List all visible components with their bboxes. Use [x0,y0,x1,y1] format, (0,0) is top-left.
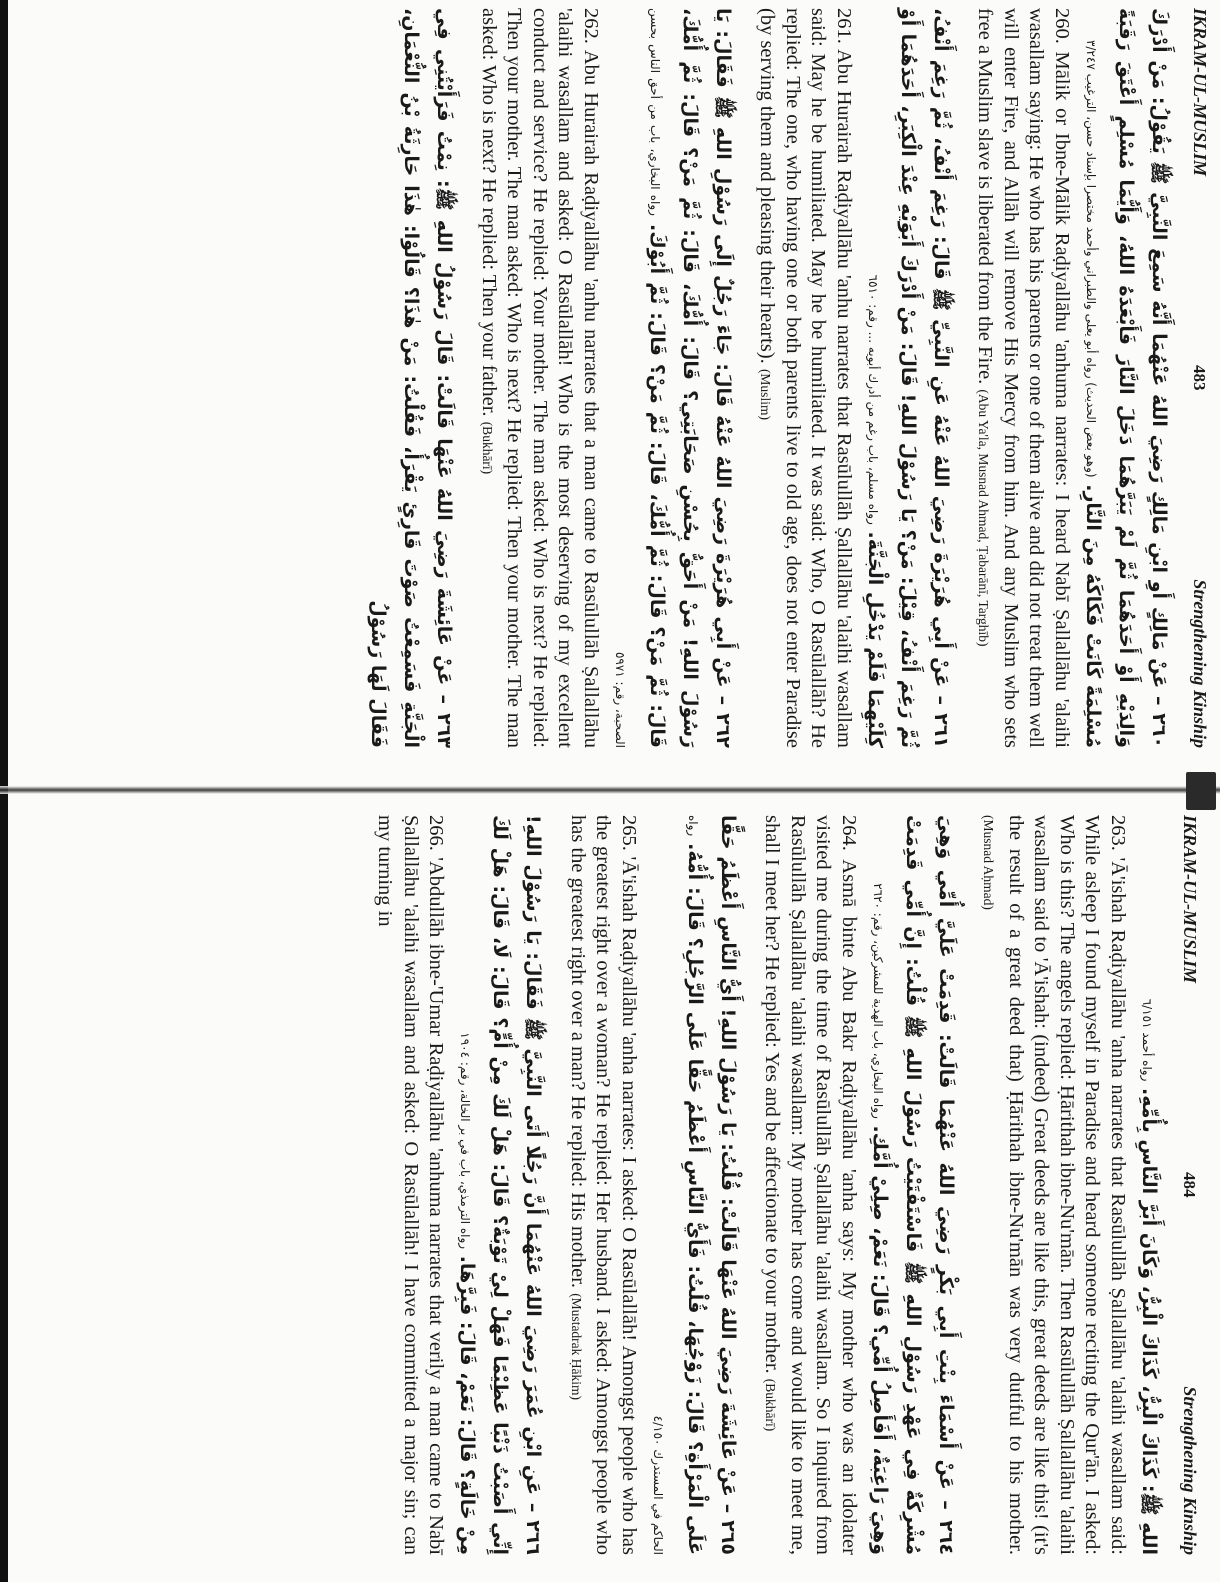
arabic-reference: رواه البخاري، باب الهدية للمشركين، رقم: ٢٦٢٠ [871,883,885,1119]
arabic-text: اللهِ ﷺ: كَذَاكَ الْبِرُّ، كَذَاكَ الْبِرُّ، وَكَانَ أَبَرَّ النَّاسِ بِأُمِّهِ. رواه أحمد ٦/١٥١ [1138,998,1160,1555]
arabic-reference: (وهو بعض الحديث) رواه أبو يعلى والطبراني وأحمد مختصرا بإسناد حسن، الترغيب ٣/٢٤٧ [1084,39,1098,478]
running-header [1189,8,1210,748]
hadith-266 [372,815,550,1555]
english-translation: 260. Mālik or Ibne-Mālik Raḍiyallāhu 'anhuma narrates: I heard Nabī Ṣallallāhu 'alaihi wasallam saying: He who has his parents or one of them alive and did not treat them well will enter Fire, and Allāh will remove His Mercy from him. And any Muslim who sets free a Muslim slave is liberated from the Fire. (Abu Ya'la, Musnad Ahmad, Ṭabarānī, Targhīb) [974,8,1073,748]
hadith-261 [753,8,957,748]
chapter-title: Strengthening Kinship [1180,1386,1200,1555]
page-483 [130,8,1210,748]
arabic-text: ٢٦١ – عَنْ أَبِي هُرَيْرَةَ رَضِيَ اللهُ عَنْهُ عَنِ النَّبِيِّ ﷺ قَالَ: رَغِمَ أَنْفُ، ثُمَّ رَغِمَ أَنْفُ، ثُمَّ رَغِمَ أَنْفُ، قِيْلَ: مَنْ؟ يَا رَسُوْلَ اللهِ! قَالَ: مَنْ أَدْرَكَ أَبَوَيْهِ عِنْدَ الْكِبَرِ، أَحَدَهُمَا أَوْ كِلَيْهِمَا فَلَمْ يَدْخُلِ الْجَنَّةَ. رواه مسلم، باب رغم من أدرك أبويه ... رقم: ٦٥١٠ [864,8,952,748]
book-title: IKRAM-UL-MUSLIM [1180,815,1200,984]
page-number: 484 [1180,1171,1199,1198]
arabic-text: ٢٦٥ – عَنْ عَائِشَةَ رَضِيَ اللهُ عَنْهَا قَالَتْ: قُلْتُ: يَا رَسُوْلَ اللهِ! أَيُّ النَّاسِ أَعْظَمُ حَقًّا عَلَى الْمَرْأَةِ؟ قَالَ: زَوْجُهَا، قُلْتُ: فَأَيُّ النَّاسِ أَعْظَمُ حَقًّا عَلَى الرَّجُلِ؟ قَالَ: أُمُّهُ. رواه الحاكم في المستدرك ٤/١٥٠ [651,815,739,1555]
hadith-263-start [362,8,461,748]
arabic-reference: رواه مسلم، باب رغم من أدرك أبويه ... رقم: ٦٥١٠ [866,274,880,525]
chapter-title: Strengthening Kinship [1190,579,1210,748]
running-header [1179,815,1200,1555]
hadith-260 [971,8,1175,748]
english-translation: 263. 'Ā'ishah Raḍiyallāhu 'anha narrates that Rasūlullāh Ṣallallāhu 'alaihi wasallam said: While asleep I found myself in Paradise and heard someone reciting the Qur'ān. I asked: Who is this? The angels replied: Ḥārithah ibne-Nu'mān. Then Rasūlullāh Ṣallallāhu 'alaihi wasallam said to 'Ā'ishah: (indeed) Great deeds are like this, great deeds are like this! (it's the result of a great deed that) Ḥārithah ibne-Nu'mān was very dutiful to his mother. (Musnad Aḥmad) [981,815,1129,1555]
gutter-shadow-mark [1186,772,1216,810]
arabic-text: ٢٦٢ – عَنْ أَبِي هُرَيْرَةَ رَضِيَ اللهُ عَنْهُ قَالَ: جَاءَ رَجُلٌ إِلَى رَسُوْلِ اللهِ ﷺ فَقَالَ: يَا رَسُوْلَ اللهِ! مَنْ أَحَقُّ بِحُسْنِ صَحَابَتِي؟ قَالَ: أُمُّكَ، قَالَ: ثُمَّ مَنْ؟ قَالَ: ثُمَّ أُمُّكَ، قَالَ: ثُمَّ مَنْ؟ قَالَ: ثُمَّ أُمُّكَ، قَالَ: ثُمَّ مَنْ؟ قَالَ: ثُمَّ أَبُوْكَ. رواه البخاري، باب من أحق الناس بحسن الصحبة، رقم: ٥٩٧١ [613,8,734,748]
english-translation: 264. Asmā binte Abu Bakr Raḍiyallāhu 'anha says: My mother who was an idolater visited me during the time of Rasūlullāh Ṣallallāhu 'alaihi wasallam. So I inquired from Rasūlullāh Ṣallallāhu 'alaihi wasallam: My mother has come and would like to meet me, shall I meet her? He replied: Yes and be affectionate to your mother. (Bukhārī) [761,815,860,1555]
page-number: 483 [1190,364,1209,391]
hadith-264 [758,815,962,1555]
hadith-263 [976,815,1165,1555]
hadith-262 [475,8,740,748]
page-484 [120,815,1200,1555]
arabic-text: ٢٦٠ – عَنْ مَالِكٍ أَوِ ابْنِ مَالِكٍ رَضِيَ اللهُ عَنْهُمَا أَنَّهُ سَمِعَ النَّبِيَّ ﷺ يَقُوْلُ: مَنْ أَدْرَكَ وَالِدَيْهِ أَوْ أَحَدَهُمَا ثُمَّ لَمْ يَبَرَّهُمَا دَخَلَ النَّارَ فَأَبْعَدَهُ اللهُ، وَأَيُّمَا مُسْلِمٍ أَعْتَقَ رَقَبَةً مُسْلِمَةً كَانَتْ فَكَاكَهُ مِنَ النَّارِ. (وهو بعض الحديث) رواه أبو يعلى والطبراني وأحمد مختصرا بإسناد حسن، الترغيب ٣/٢٤٧ [1082,8,1170,748]
arabic-reference: رواه البخاري، باب من أحق الناس بحسن الصحبة، رقم: ٥٩٧١ [613,8,662,748]
hadith-265 [564,815,745,1555]
source-citation: (Mustadrak Ḥākim) [569,1293,584,1401]
arabic-text: ٢٦٣ – عَنْ عَائِشَةَ رَضِيَ اللهُ عَنْهَا قَالَتْ: قَالَ رَسُوْلُ اللهِ ﷺ: نِمْتُ فَرَأَيْتُنِي فِي الْجَنَّةِ فَسَمِعْتُ صَوْتَ قَارِئٍ يَقْرَأُ، فَقُلْتُ: مَنْ هٰذَا؟ قَالُوْا: هٰذَا حَارِثَةُ بْنُ النُّعْمَانِ، فَقَالَ لَهَا رَسُوْلُ [367,8,456,748]
english-translation: 265. 'Ā'ishah Raḍiyallāhu 'anha narrates: I asked: O Rasūlallāh! Amongst people who has the greatest right over a woman? He replied: Her husband. I asked: Amongst people who has the greatest right over a man? He replied: His mother. (Mustadrak Ḥākim) [567,815,640,1555]
english-translation: 262. Abu Hurairah Raḍiyallāhu 'anhu narrates that a man came to Rasūlullāh Ṣallallāhu 'alaihi wasallam and asked: O Rasūlallāh! Who is the most deserving of my excellent conduct and service? He replied: Your mother. The man asked: Who is next? He replied: Then your mother. The man asked: Who is next? He replied: Then your mother. The man asked: Who is next? He replied: Then your father. (Bukhārī) [478,8,602,748]
arabic-text: ٢٦٦ – عَنِ ابْنِ عُمَرَ رَضِيَ اللهُ عَنْهُمَا أَنَّ رَجُلًا أَتَى النَّبِيَّ ﷺ فَقَالَ: يَا رَسُوْلَ اللهِ! إِنِّي أَصَبْتُ ذَنْبًا عَظِيْمًا فَهَلْ لِيْ تَوْبَةٌ؟ قَالَ: هَلْ لَكَ مِنْ أُمٍّ؟ قَالَ: لَا، قَالَ: هَلْ لَكَ مِنْ خَالَةٍ؟ قَالَ: نَعَمْ، قَالَ: فَبِرَّهَا. رواه الترمذي، باب في بر الخالة، رقم: ١٩٠٤ [456,815,545,1555]
source-citation: (Abu Ya'la, Musnad Ahmad, Ṭabarānī, Targhīb) [976,389,992,647]
book-gutter [0,786,1220,794]
source-citation: (Bukhārī) [763,1378,779,1432]
arabic-reference: رواه الترمذي، باب في بر الخالة، رقم: ١٩٠٤ [458,1032,473,1250]
english-translation: 266. 'Abdullāh ibne-'Umar Raḍiyallāhu 'anhuma narrates that verily a man came to Nabī Ṣallallāhu 'alaihi wasallam and asked: O Rasūlallāh! I have committed a major sin; can my turning in [374,815,448,1555]
arabic-text: ٢٦٤ – عَنْ أَسْمَاءَ بِنْتِ أَبِي بَكْرٍ رَضِيَ اللهُ عَنْهُمَا قَالَتْ: قَدِمَتْ عَلَيَّ أُمِّي وَهِيَ مُشْرِكَةٌ فِي عَهْدِ رَسُوْلِ اللهِ ﷺ فَاسْتَفْتَيْتُ رَسُوْلَ اللهِ ﷺ قُلْتُ: إِنَّ أُمِّي قَدِمَتْ وَهِيَ رَاغِبَةٌ، أَفَأَصِلُ أُمِّي؟ قَالَ: نَعَمْ، صِلِيْ أُمَّكِ. رواه البخاري، باب الهدية للمشركين، رقم: ٢٦٢٠ [869,815,957,1555]
arabic-reference: رواه الحاكم في المستدرك ٤/١٥٠ [651,815,700,1555]
source-citation: (Muslim) [758,368,774,420]
arabic-reference: رواه أحمد ٦/١٥١ [1140,998,1154,1082]
source-citation: (Bukhārī) [480,421,495,475]
english-translation: 261. Abu Hurairah Raḍiyallāhu 'anhu narrates that Rasūlullāh Ṣallallāhu 'alaihi wasallam said: May he be humiliated. May he be humiliated. It was said: Who, O Rasūlallāh? He replied: The one, who having one or both parents live to old age, does not enter Paradise (by serving them and pleasing their hearts). (Muslim) [756,8,855,748]
source-citation: (Musnad Aḥmad) [981,815,997,910]
book-title: IKRAM-UL-MUSLIM [1190,8,1210,177]
